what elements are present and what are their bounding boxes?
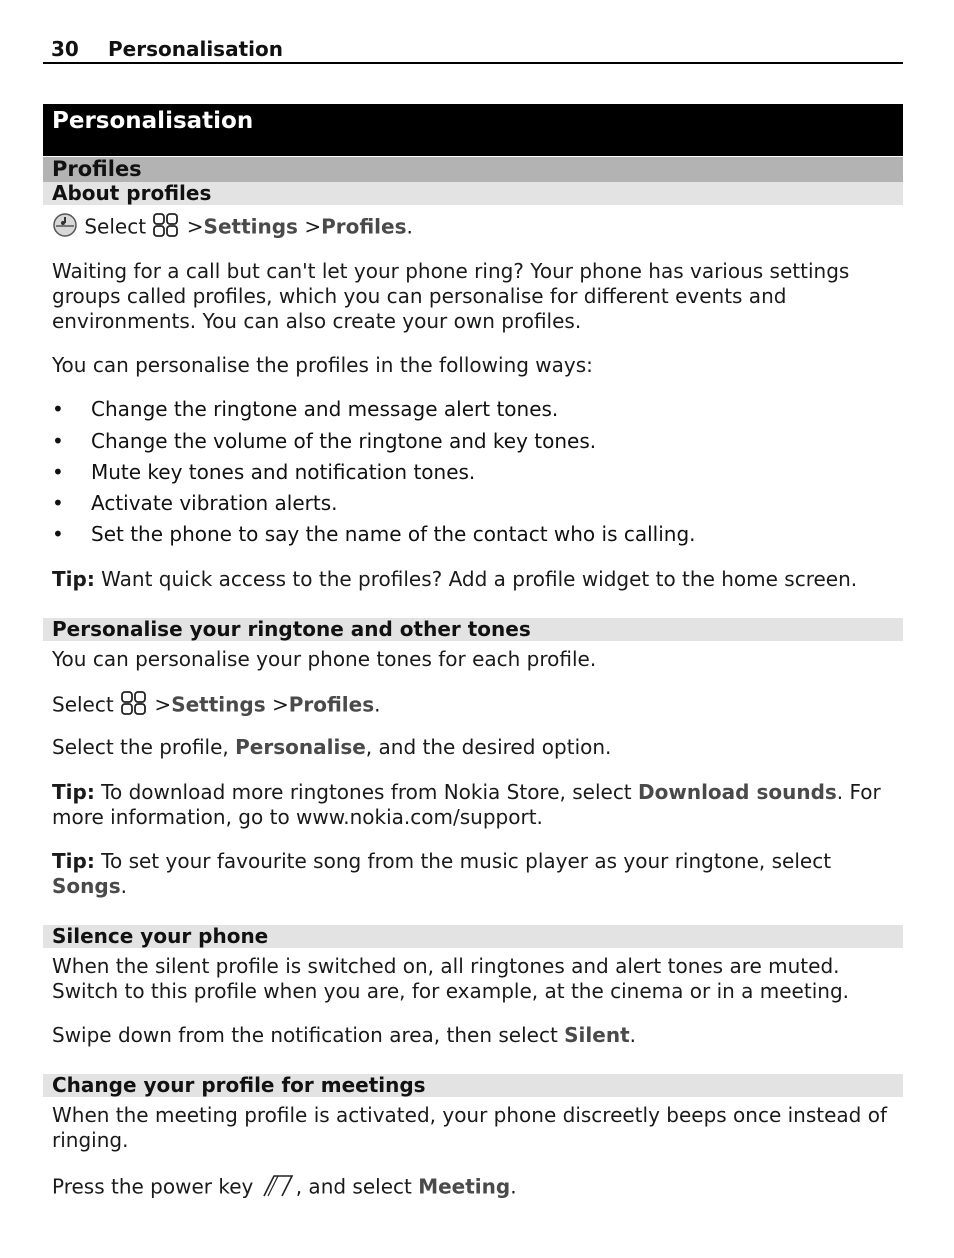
tip-label: Tip: bbox=[52, 849, 95, 873]
meeting-intro: When the meeting profile is activated, your phone discreetly beeps once instead of ringing. bbox=[52, 1103, 888, 1152]
chapter-title: Personalisation bbox=[43, 104, 903, 156]
meeting-heading: Change your profile for meetings bbox=[43, 1074, 903, 1097]
profile-settings-icon bbox=[52, 212, 78, 244]
power-key-icon bbox=[260, 1172, 296, 1204]
tones-path-settings: Settings bbox=[171, 692, 266, 717]
tones-tip1: Tip: To download more ringtones from Nokia Store, select Download sounds. For more information, go to www.nokia.com/support. bbox=[52, 780, 881, 829]
about-path-sep2: > bbox=[304, 214, 322, 239]
silence-swipe: Swipe down from the notification area, then select Silent. bbox=[52, 1023, 636, 1047]
tones-path-sep2: > bbox=[271, 692, 289, 717]
about-intro: Waiting for a call but can't let your phone ring? Your phone has various settings groups called profiles, which you can personalise for different events and environments. You can also create your own profiles. bbox=[52, 259, 850, 333]
meeting-press: Press the power key , and select Meeting. bbox=[52, 1172, 902, 1204]
page-header-title: Personalisation bbox=[108, 37, 283, 61]
section-title: Profiles bbox=[43, 157, 903, 182]
tones-path-sep1: > bbox=[154, 692, 172, 717]
about-path-sep1: > bbox=[186, 214, 204, 239]
silent-option: Silent bbox=[564, 1023, 630, 1047]
tip-label: Tip: bbox=[52, 780, 95, 804]
tones-path-select: Select bbox=[52, 692, 114, 717]
about-ways-intro: You can personalise the profiles in the following ways: bbox=[52, 353, 593, 377]
personalise-option: Personalise bbox=[235, 735, 366, 759]
tones-tip2: Tip: To set your favourite song from the music player as your ringtone, select Songs. bbox=[52, 849, 832, 898]
tones-path-end: . bbox=[374, 692, 381, 717]
about-path bbox=[52, 212, 902, 244]
tones-heading: Personalise your ringtone and other tones bbox=[43, 618, 903, 641]
tip-label: Tip: bbox=[52, 567, 95, 591]
tones-intro: You can personalise your phone tones for each profile. bbox=[52, 647, 597, 671]
tones-select-profile: Select the profile, Personalise, and the desired option. bbox=[52, 735, 612, 759]
silence-intro: When the silent profile is switched on, all ringtones and alert tones are muted. Switch to this profile when you are, for example, at the cinema or in a meeting. bbox=[52, 954, 849, 1003]
page-header bbox=[43, 36, 903, 64]
menu-grid-icon bbox=[152, 212, 180, 244]
download-sounds-option: Download sounds bbox=[638, 780, 837, 804]
menu-grid-icon bbox=[120, 690, 148, 722]
silence-heading: Silence your phone bbox=[43, 925, 903, 948]
about-path-settings: Settings bbox=[203, 214, 298, 239]
about-profiles-heading: About profiles bbox=[43, 182, 903, 205]
tones-path-profiles: Profiles bbox=[288, 692, 375, 717]
page-number: 30 bbox=[51, 37, 79, 61]
tones-path bbox=[52, 690, 902, 722]
about-path-end: . bbox=[406, 214, 413, 239]
about-path-profiles: Profiles bbox=[321, 214, 407, 239]
songs-option: Songs bbox=[52, 874, 121, 898]
about-path-select: Select bbox=[84, 214, 147, 239]
meeting-option: Meeting bbox=[418, 1174, 511, 1199]
tip-text: Want quick access to the profiles? Add a profile widget to the home screen. bbox=[101, 567, 858, 591]
about-tip bbox=[52, 567, 902, 592]
